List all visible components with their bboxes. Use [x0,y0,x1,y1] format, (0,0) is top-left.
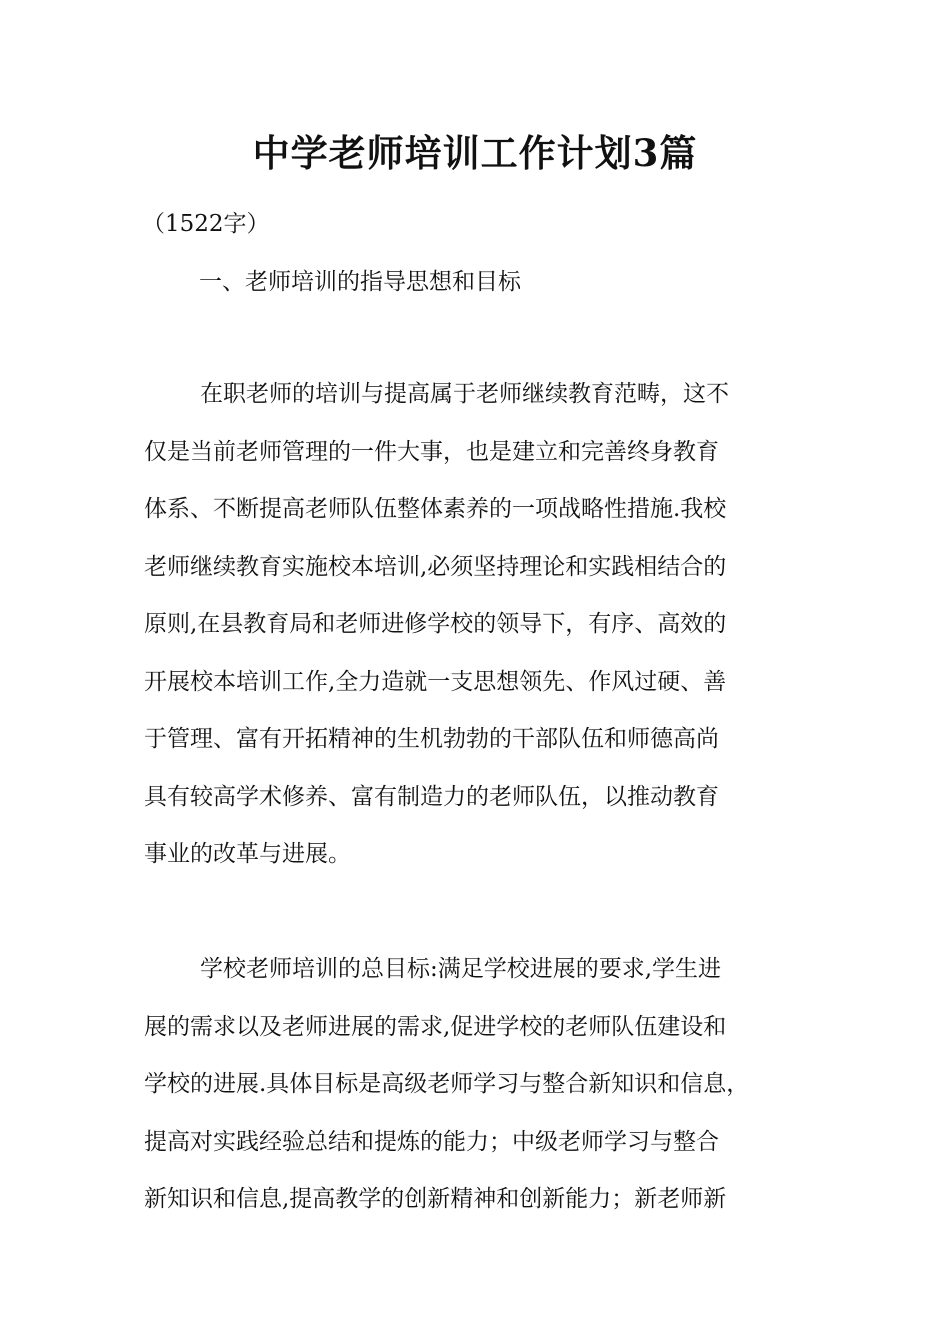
paragraph-line: 学校的进展.具体目标是高级老师学习与整合新知识和信息， [144,1071,750,1097]
paragraph-line: 在职老师的培训与提高属于老师继续教育范畴，这不 [200,381,729,407]
document-title: 中学老师培训工作计划3篇 [252,131,698,175]
paragraph-line: 学校老师培训的总目标:满足学校进展的要求,学生进 [200,956,722,982]
paragraph-line: 具有较高学术修养、富有制造力的老师队伍，以推动教育 [144,783,719,810]
paragraph-line: 老师继续教育实施校本培训,必须坚持理论和实践相结合的 [144,553,727,580]
paragraph-line: 展的需求以及老师进展的需求,促进学校的老师队伍建设和 [144,1013,727,1040]
paragraph-guiding-thought [144,366,824,884]
paragraph-line: 体系、不断提高老师队伍整体素养的一项战略性措施.我校 [144,496,727,522]
paragraph-line: 提高对实践经验总结和提炼的能力；中级老师学习与整合 [144,1128,719,1155]
paragraph-line: 事业的改革与进展。 [144,841,351,867]
paragraph-line: 仅是当前老师管理的一件大事，也是建立和完善终身教育 [144,438,719,465]
section-heading: 一、老师培训的指导思想和目标 [199,269,521,295]
paragraph-overall-goal [144,941,824,1229]
paragraph-line: 开展校本培训工作,全力造就一支思想领先、作风过硬、善 [144,668,727,695]
paragraph-line: 于管理、富有开拓精神的生机勃勃的干部队伍和师德高尚 [144,726,719,752]
word-count: （1522字） [142,211,270,237]
paragraph-line: 原则,在县教育局和老师进修学校的领导下，有序、高效的 [144,611,727,637]
paragraph-line: 新知识和信息,提高教学的创新精神和创新能力；新老师新 [144,1186,727,1212]
